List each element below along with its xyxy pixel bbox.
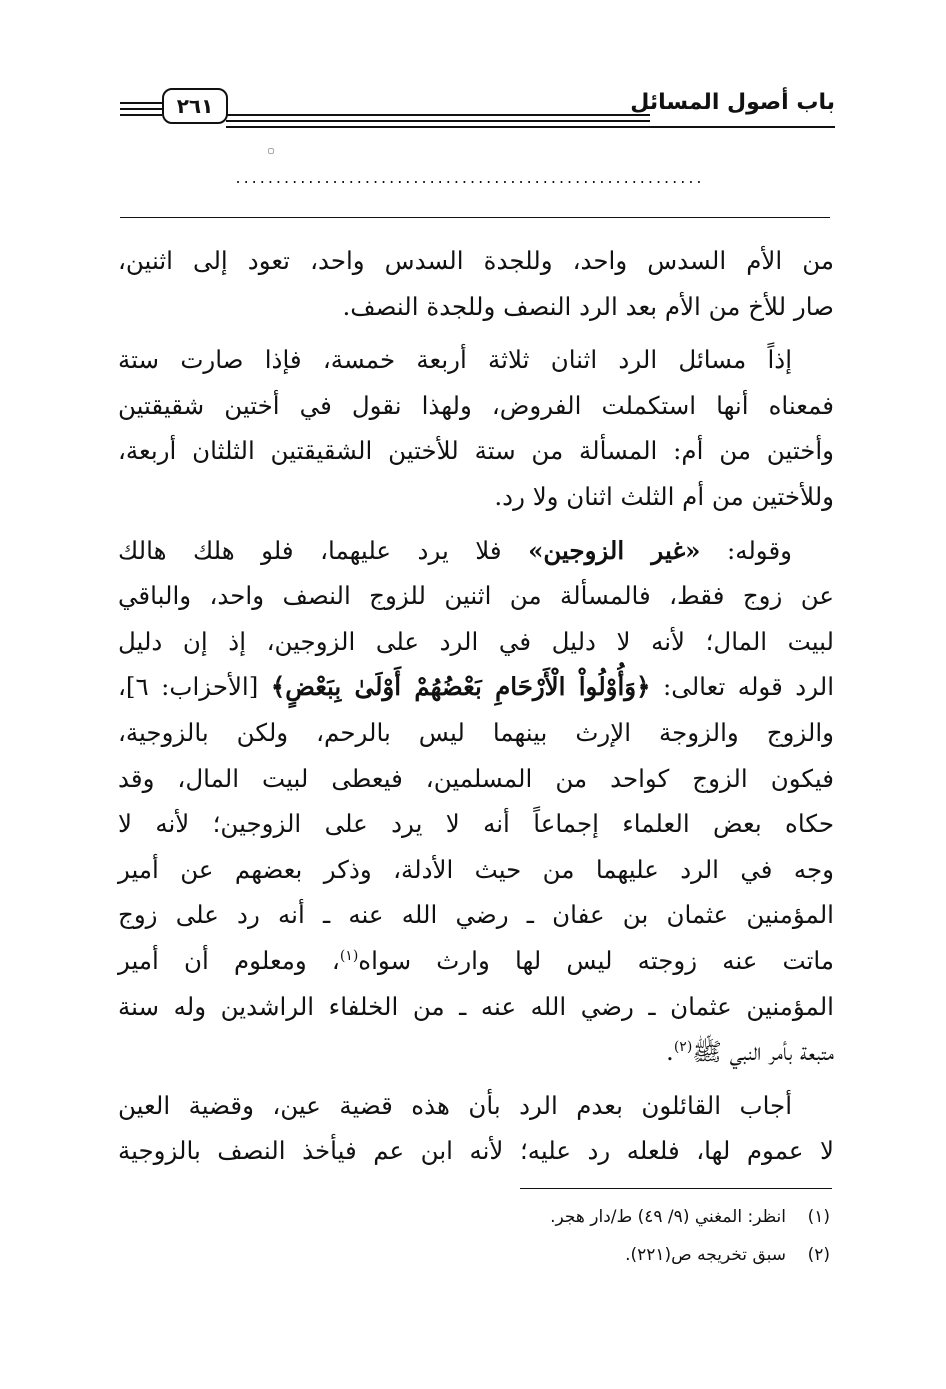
footnote-1 <box>300 1198 830 1236</box>
text-line: من الأم السدس واحد، وللجدة السدس واحد، تعود إلى اثنين، <box>118 246 834 275</box>
text-segment: متبعة بأمر النبي ﷺ <box>692 1037 834 1067</box>
footnotes <box>300 1198 830 1274</box>
footnote-marker-2[interactable]: (٢) <box>673 1038 693 1055</box>
text-segment: . <box>666 1037 674 1067</box>
text-line <box>118 938 834 984</box>
text-line: فمعناه أنها استكملت الفروض، ولهذا نقول في أختين شقيقتين <box>118 390 834 420</box>
header-rule-right-1 <box>226 114 650 116</box>
page-number-box: ٢٦١ <box>162 88 228 124</box>
verse-reference: [الأحزاب: ٦]، <box>118 672 271 702</box>
text-segment: فلا يرد عليهما، فلو هلك هالك <box>118 535 529 565</box>
paragraph-gap <box>118 1075 834 1083</box>
text-top-rule <box>120 217 830 218</box>
paragraph-3 <box>118 528 834 1075</box>
paragraph-gap <box>118 520 834 528</box>
dotted-divider: .......................................................... <box>235 168 705 187</box>
text-line: المؤمنين عثمان بن عفان ـ رضي الله عنه ـ أنه رد على زوج <box>118 900 834 930</box>
text-line: والزوج والزوجة الإرث بينهما ليس بالرحم، ولكن بالزوجية، <box>118 717 834 747</box>
footnote-2 <box>300 1236 830 1274</box>
footnote-rule <box>520 1188 832 1189</box>
text-segment: ماتت عنه زوجته ليس لها وارث سواه <box>358 945 834 975</box>
text-line: صار للأخ من الأم بعد الرد النصف وللجدة النصف. <box>342 291 834 321</box>
header-rule-left-3 <box>120 114 162 116</box>
text-line-content: إذاً مسائل الرد اثنان ثلاثة أربعة خمسة، فإذا صارت ستة <box>118 345 792 375</box>
text-line <box>118 528 834 574</box>
text-line: فيكون الزوج كواحد من المسلمين، فيعطى لبيت المال، وقد <box>118 763 834 793</box>
footnote-text: سبق تخريجه ص(٢٢١). <box>625 1245 786 1265</box>
chapter-title: باب أصول المسائل <box>630 90 835 115</box>
footnote-number: (٢) <box>807 1245 830 1265</box>
text-line <box>118 1083 834 1129</box>
footnote-text: انظر: المغني (٩/ ٤٩) ط/دار هجر. <box>550 1207 786 1227</box>
text-line <box>118 337 834 383</box>
text-line <box>118 664 834 710</box>
paragraph-2 <box>118 337 834 519</box>
text-line <box>118 1029 834 1075</box>
text-segment: وقوله: <box>700 535 793 565</box>
text-segment: ، ومعلوم أن أمير <box>118 945 340 975</box>
text-line: لا عموم لها، فلعله رد عليه؛ لأنه ابن عم فيأخذ النصف بالزوجية <box>118 1136 834 1166</box>
text-line: وجه في الرد عليهما من حيث الأدلة، وذكر بعضهم عن أمير <box>118 854 834 884</box>
text-line: وللأختين من أم الثلث اثنان ولا رد. <box>494 481 834 511</box>
text-line: المؤمنين عثمان ـ رضي الله عنه ـ من الخلفاء الراشدين وله سنة <box>118 991 834 1021</box>
paragraph-4 <box>118 1083 834 1174</box>
text-line: عن زوج فقط، فالمسألة من اثنين للزوج النصف واحد، والباقي <box>118 581 834 611</box>
main-text <box>118 238 834 1174</box>
paragraph-1 <box>118 238 834 329</box>
text-line: وأختين من أم: المسألة من ستة للأختين الشقيقتين الثلثان أربعة، <box>118 436 834 466</box>
text-line-content: أجاب القائلون بعدم الرد بأن هذه قضية عين، وقضية العين <box>118 1090 792 1120</box>
quran-verse: ﴿وَأُوْلُواْ الْأَرْحَامِ بَعْضُهُمْ أَوْلَىٰ بِبَعْضٍ﴾ <box>270 672 651 702</box>
header-rule-left-2 <box>120 108 162 110</box>
page-header <box>120 84 835 134</box>
header-rule-right-3 <box>226 126 835 128</box>
text-line: لبيت المال؛ لأنه لا دليل في الرد على الزوجين، إذ إن دليل <box>118 626 834 656</box>
text-segment: الرد قوله تعالى: <box>650 672 835 702</box>
footnote-number: (١) <box>807 1207 830 1227</box>
text-line: حكاه بعض العلماء إجماعاً أنه لا يرد على الزوجين؛ لأنه لا <box>118 809 834 839</box>
paragraph-gap <box>118 329 834 337</box>
quoted-phrase: «غير الزوجين» <box>528 535 701 565</box>
print-speck <box>268 148 274 154</box>
header-rule-left-1 <box>120 102 162 104</box>
header-rule-right-2 <box>226 120 650 122</box>
footnote-marker-1[interactable]: (١) <box>339 947 359 964</box>
